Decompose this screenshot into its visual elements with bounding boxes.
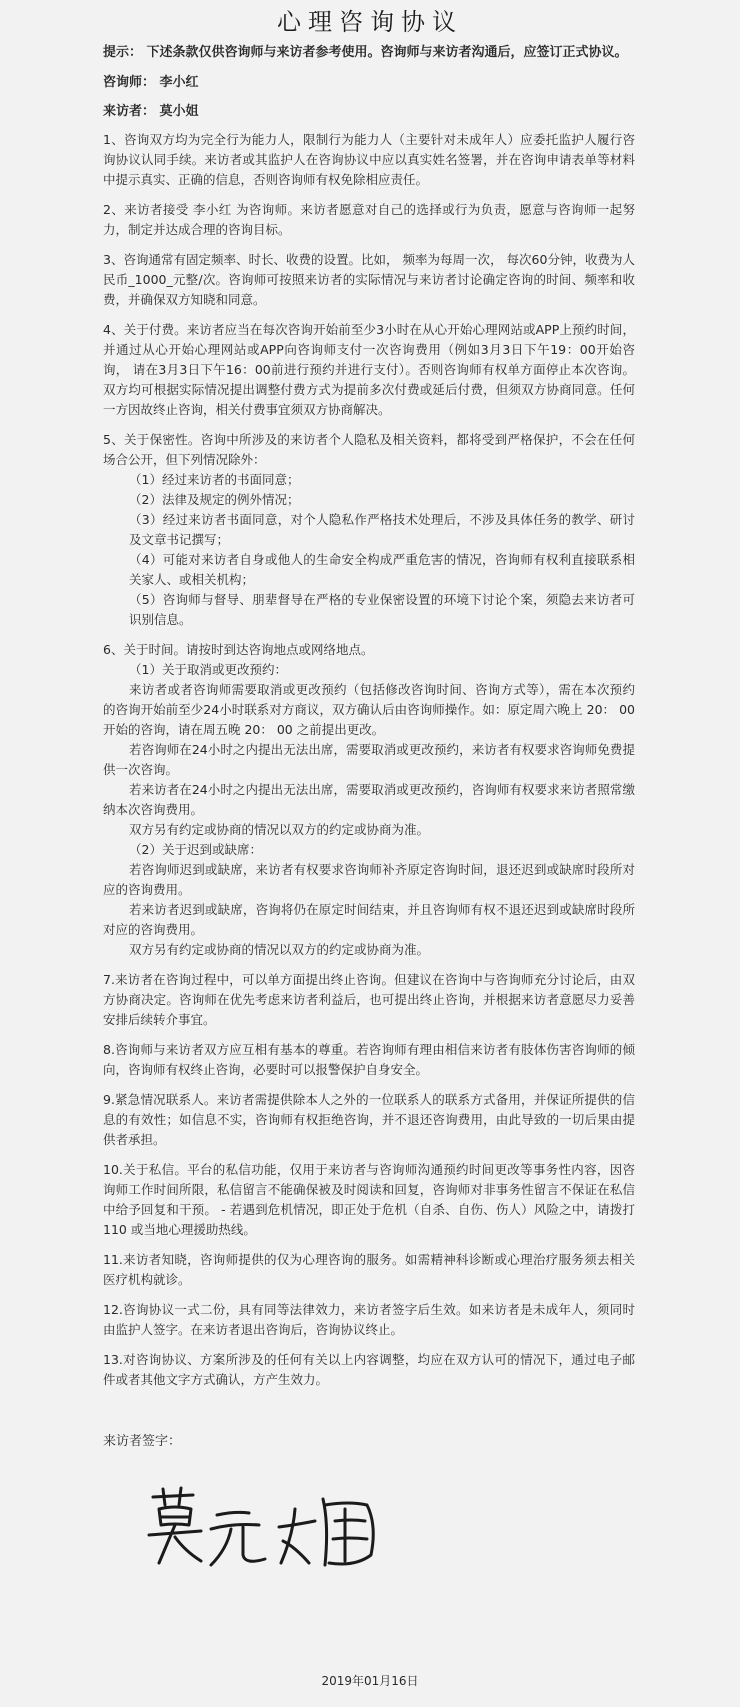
hint-text: 提示： 下述条款仅供咨询师与来访者参考使用。咨询师与来访者沟通后，应签订正式协议。 <box>103 45 628 60</box>
clause-6-sub2-heading: （2）关于迟到或缺席： <box>129 842 262 857</box>
clause-5-item: （4）可能对来访者自身或他人的生命安全构成严重危害的情况，咨询师有权利直接联系相关家人、或相关机构； <box>129 552 635 587</box>
handwritten-signature <box>145 1485 405 1579</box>
clause-5-item: （3）经过来访者书面同意，对个人隐私作严格技术处理后，不涉及具体任务的教学、研讨及文章书记撰写； <box>129 512 635 547</box>
clause-5-intro: 5、关于保密性。咨询中所涉及的来访者个人隐私及相关资料，都将受到严格保护，不会在任何场合公开，但下列情况除外： <box>103 432 635 467</box>
clause-6-paragraph: 双方另有约定或协商的情况以双方的约定或协商为准。 <box>129 822 430 837</box>
clause-5-item: （5）咨询师与督导、朋辈督导在严格的专业保密设置的环境下讨论个案，须隐去来访者可识别信息。 <box>129 592 635 627</box>
clause-11: 11.来访者知晓，咨询师提供的仅为心理咨询的服务。如需精神科诊断或心理治疗服务须去相关医疗机构就诊。 <box>103 1252 635 1287</box>
clause-6-paragraph: 双方另有约定或协商的情况以双方的约定或协商为准。 <box>129 942 430 957</box>
clause-6-paragraph: 若咨询师在24小时之内提出无法出席，需要取消或更改预约，来访者有权要求咨询师免费提供一次咨询。 <box>103 742 635 777</box>
counselor-line: 咨询师： 李小红 <box>103 75 199 90</box>
clause-5-item: （2）法律及规定的例外情况； <box>129 492 300 507</box>
clause-1: 1、咨询双方均为完全行为能力人，限制行为能力人（主要针对未成年人）应委托监护人履行咨询协议认同手续。来访者或其监护人在咨询协议中应以真实姓名签署，并在咨询申请表单等材料中提示真实、正确的信息，否则咨询师有权免除相应责任。 <box>103 132 635 187</box>
visitor-line: 来访者： 莫小姐 <box>103 104 199 119</box>
clause-6-paragraph: 若来访者在24小时之内提出无法出席，需要取消或更改预约，咨询师有权要求来访者照常缴纳本次咨询费用。 <box>103 782 635 817</box>
clause-12: 12.咨询协议一式二份，具有同等法律效力，来访者签字后生效。如来访者是未成年人，须同时由监护人签字。在来访者退出咨询后，咨询协议终止。 <box>103 1302 635 1337</box>
clause-6-sub1-heading: （1）关于取消或更改预约： <box>129 662 287 677</box>
clause-13: 13.对咨询协议、方案所涉及的任何有关以上内容调整，均应在双方认可的情况下，通过电子邮件或者其他文字方式确认，方产生效力。 <box>103 1352 635 1387</box>
clause-5 <box>103 430 635 630</box>
signing-date: 2019年01月16日 <box>321 1674 419 1688</box>
clause-6-paragraph: 若咨询师迟到或缺席，来访者有权要求咨询师补齐原定咨询时间，退还迟到或缺席时段所对应的咨询费用。 <box>103 862 635 897</box>
clause-6-paragraph: 来访者或者咨询师需要取消或更改预约（包括修改咨询时间、咨询方式等），需在本次预约的咨询开始前至少24小时联系对方商议，双方确认后由咨询师操作。如：原定周六晚上 20： 00 开始的咨询，请在周五晚 20： 00 之前提出更改。 <box>103 682 635 737</box>
clause-3: 3、咨询通常有固定频率、时长、收费的设置。比如， 频率为每周一次， 每次60分钟，收费为人民币_1000_元整/次。咨询师可按照来访者的实际情况与来访者讨论确定咨询的时间、频率和收费，并确保双方知晓和同意。 <box>103 252 635 307</box>
clause-6-intro: 6、关于时间。请按时到达咨询地点或网络地点。 <box>103 642 374 657</box>
document-body <box>103 42 635 1400</box>
signature-label: 来访者签字： <box>103 1434 182 1449</box>
clause-5-item: （1）经过来访者的书面同意； <box>129 472 300 487</box>
clause-7: 7.来访者在咨询过程中，可以单方面提出终止咨询。但建议在咨询中与咨询师充分讨论后，由双方协商决定。咨询师在优先考虑来访者利益后，也可提出终止咨询，并根据来访者意愿尽力妥善安排后续转介事宜。 <box>103 972 635 1027</box>
document-title: 心理咨询协议 <box>277 8 463 36</box>
clause-2: 2、来访者接受 李小红 为咨询师。来访者愿意对自己的选择或行为负责，愿意与咨询师一起努力，制定并达成合理的咨询目标。 <box>103 202 635 237</box>
clause-6-paragraph: 若来访者迟到或缺席，咨询将仍在原定时间结束，并且咨询师有权不退还迟到或缺席时段所对应的咨询费用。 <box>103 902 635 937</box>
clause-10: 10.关于私信。平台的私信功能，仅用于来访者与咨询师沟通预约时间更改等事务性内容，因咨询师工作时间所限，私信留言不能确保被及时阅读和回复，咨询师对非事务性留言不保证在私信中给予回复和干预。 - 若遇到危机情况，即正处于危机（自杀、自伤、伤人）风险之中，请拨打 110 或当地心理援助热线。 <box>103 1162 635 1237</box>
clause-4: 4、关于付费。来访者应当在每次咨询开始前至少3小时在从心开始心理网站或APP上预约时间，并通过从心开始心理网站或APP向咨询师支付一次咨询费用（例如3月3日下午19：00开始咨询， 请在3月3日下午16：00前进行预约并进行支付）。否则咨询师有权单方面停止本次咨询。双方均可根据实际情况提出调整付费方式为提前多次付费或延后付费，但须双方协商同意。任何一方因故终止咨询，相关付费事宜须双方协商解决。 <box>103 322 635 417</box>
clause-8: 8.咨询师与来访者双方应互相有基本的尊重。若咨询师有理由相信来访者有肢体伤害咨询师的倾向，咨询师有权终止咨询，必要时可以报警保护自身安全。 <box>103 1042 635 1077</box>
clause-9: 9.紧急情况联系人。来访者需提供除本人之外的一位联系人的联系方式备用，并保证所提供的信息的有效性；如信息不实，咨询师有权拒绝咨询，并不退还咨询费用，由此导致的一切后果由提供者承担。 <box>103 1092 635 1147</box>
clause-6 <box>103 640 635 960</box>
